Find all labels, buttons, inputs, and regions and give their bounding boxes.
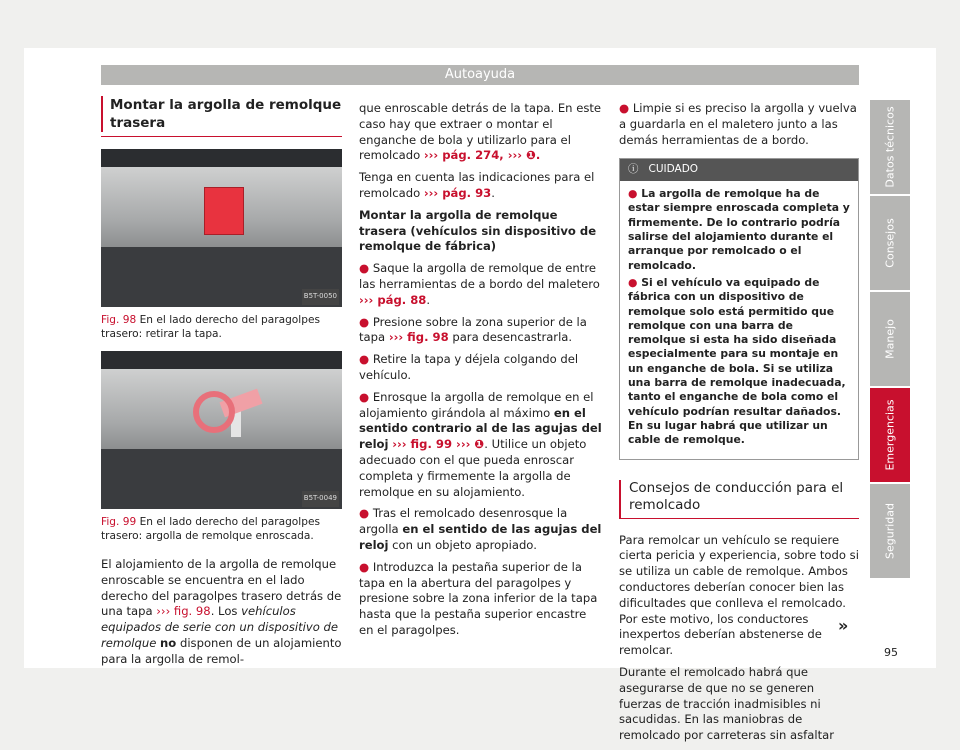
section-heading: Consejos de conducción para el remolcado xyxy=(619,480,859,519)
caution-item: ● Si el vehículo va equipado de fábrica con un dispositivo de remolque solo está permitido que remolque con una barra de remolque si esta ha sido diseñada especialmente para su montaje en un enganche de bola. Si se utiliza una barra de remolque inadecuada, tanto el enganche de bola como el vehículo podrían resultar dañados. En su lugar habrá que utilizar un cable de remolque. xyxy=(628,275,846,447)
side-tabs xyxy=(870,100,910,580)
list-item: ● Introduzca la pestaña superior de la tapa en la abertura del paragolpes y presione sobre la zona inferior de la tapa hasta que la pestaña superior encastre en el paragolpes. xyxy=(359,559,598,637)
tab-manejo[interactable]: Manejo xyxy=(870,292,910,386)
list-item: ● Limpie si es preciso la argolla y vuelva a guardarla en el maletero junto a las demás herramientas de a bordo. xyxy=(619,101,857,147)
figure-99-caption: Fig. 99 En el lado derecho del paragolpes trasero: argolla de remolque enroscada. xyxy=(101,516,320,542)
list-item: ● Retire la tapa y déjela colgando del vehículo. xyxy=(359,352,579,382)
tab-seguridad[interactable]: Seguridad xyxy=(870,484,910,578)
paragraph: Para remolcar un vehículo se requiere cierta pericia y experiencia, sobre todo si se utiliza un cable de remolque. Ambos conductores deberían conocer bien las dificultades que conlleva el remolcado. Por este motivo, los conductores inexpertos deberían abstenerse de remolcar. xyxy=(619,532,859,658)
section-title: Montar la argolla de remolque trasera xyxy=(101,96,342,132)
fig-ref-link[interactable]: ››› fig. 98 xyxy=(388,330,449,345)
intro-paragraph: El alojamiento de la argolla de remolque enroscable se encuentra en el lado derecho del paragolpes trasero detrás de una tapa ››› fig. 98. Los vehículos equipados de serie con un dispositivo de remolque no disponen de un alojamiento para la argolla de remol- xyxy=(101,557,342,666)
column-right xyxy=(619,101,859,750)
tow-eye-ring xyxy=(193,391,235,433)
column-middle xyxy=(359,101,602,645)
caution-box xyxy=(619,158,859,459)
continue-icon: » xyxy=(838,616,849,635)
list-item: ● Tras el remolcado desenrosque la argolla en el sentido de las agujas del reloj con un objeto apropiado. xyxy=(359,506,602,552)
page-number: 95 xyxy=(884,646,898,659)
figure-98-caption: Fig. 98 En el lado derecho del paragolpes trasero: retirar la tapa. xyxy=(101,314,320,340)
fig-ref-link[interactable]: ››› fig. 99 ››› ❶ xyxy=(392,437,485,452)
paragraph: Tenga en cuenta las indicaciones para el remolcado ››› pág. 93. xyxy=(359,170,595,200)
caution-title: CUIDADO xyxy=(648,163,699,176)
paragraph: que enroscable detrás de la tapa. En este caso hay que extraer o montar el enganche de bola y utilizarlo para el remolcado ››› pág. 274, ››› ❶. xyxy=(359,101,602,163)
caution-icon: ⓘ xyxy=(628,163,639,176)
figure-code: B5T-0050 xyxy=(302,289,339,305)
column-left xyxy=(101,96,342,674)
page-header: Autoayuda xyxy=(101,65,859,85)
figure-98-image xyxy=(101,149,342,307)
fig-ref-link[interactable]: ››› fig. 98 xyxy=(156,604,211,619)
figure-99-image xyxy=(101,351,342,509)
bumper-cover xyxy=(204,187,244,235)
list-item: ● Saque la argolla de remolque de entre las herramientas de a bordo del maletero ››› pág. 88. xyxy=(359,261,600,307)
page-ref-link[interactable]: ››› pág. 274, ››› ❶. xyxy=(423,148,541,163)
tab-datos-tecnicos[interactable]: Datos técnicos xyxy=(870,100,910,194)
tab-consejos[interactable]: Consejos xyxy=(870,196,910,290)
tab-emergencias[interactable]: Emergencias xyxy=(870,388,910,482)
subheading: Montar la argolla de remolque trasera (vehículos sin dispositivo de remolque de fábrica) xyxy=(359,207,597,254)
list-item: ● Enrosque la argolla de remolque en el alojamiento girándola al máximo en el sentido contrario al de las agujas del reloj ››› fig. 99 ››› ❶. Utilice un objeto adecuado con el que pueda enroscar completa y firmemente la argolla de remolque en su alojamiento. xyxy=(359,389,602,499)
page-ref-link[interactable]: ››› pág. 88 xyxy=(359,292,427,307)
caution-item: ● La argolla de remolque ha de estar siempre enroscada completa y firmemente. De lo contrario podría salirse del alojamiento durante el arranque por remolcado o el remolcado. xyxy=(628,187,850,272)
paragraph: Durante el remolcado habrá que asegurarse de que no se generen fuerzas de tracción inadmisibles ni sacudidas. En las maniobras de remolcado por carreteras sin asfaltar xyxy=(619,664,834,743)
page-ref-link[interactable]: ››› pág. 93 xyxy=(423,185,492,200)
list-item: ● Presione sobre la zona superior de la tapa ››› fig. 98 para desencastrarla. xyxy=(359,314,587,345)
figure-code: B5T-0049 xyxy=(302,491,339,507)
